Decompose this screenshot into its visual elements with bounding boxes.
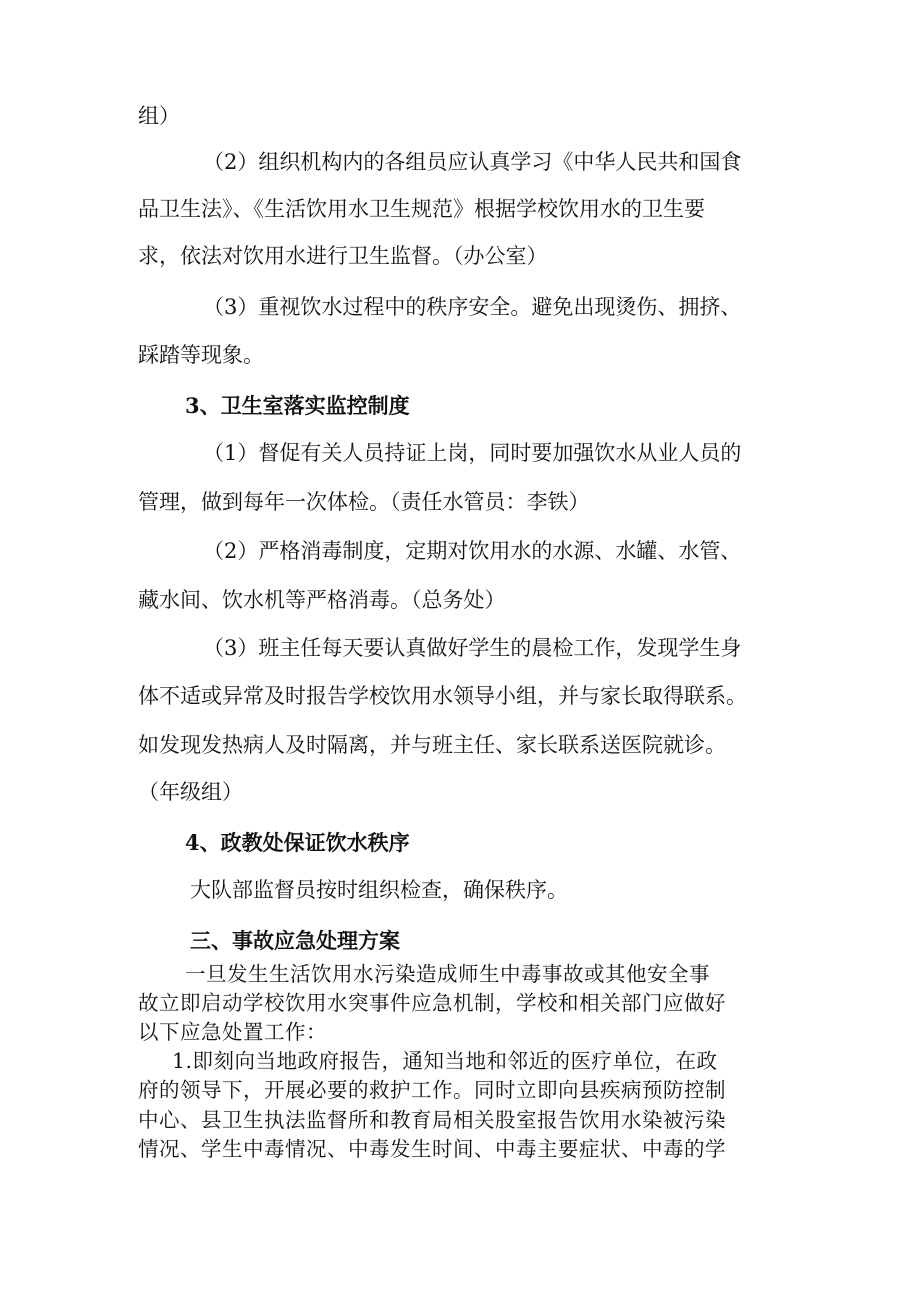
text-line: （3）班主任每天要认真做好学生的晨检工作，发现学生身 bbox=[203, 636, 742, 660]
text-line: 以下应急处置工作： bbox=[138, 1020, 327, 1044]
text-line: 一旦发生生活饮用水污染造成师生中毒事故或其他安全事 bbox=[185, 962, 710, 986]
text-line: 体不适或异常及时报告学校饮用水领导小组，并与家长取得联系。 bbox=[138, 684, 747, 708]
text-line: 中心、县卫生执法监督所和教育局相关股室报告饮用水染被污染 bbox=[138, 1108, 726, 1132]
text-line: 1.即刻向当地政府报告，通知当地和邻近的医疗单位，在政 bbox=[172, 1049, 718, 1073]
text-line: 品卫生法》、《生活饮用水卫生规范》根据学校饮用水的卫生要 bbox=[138, 197, 705, 221]
text-line: 如发现发热病人及时隔离，并与班主任、家长联系送医院就诊。 bbox=[138, 733, 726, 757]
text-line: 求，依法对饮用水进行卫生监督。（办公室） bbox=[138, 244, 548, 268]
text-line: 藏水间、饮水机等严格消毒。（总务处） bbox=[138, 588, 506, 612]
text-line: 管理，做到每年一次体检。（责任水管员：李铁） bbox=[138, 490, 590, 514]
part-heading: 三、事故应急处理方案 bbox=[190, 928, 400, 953]
text-line: 情况、学生中毒情况、中毒发生时间、中毒主要症状、中毒的学 bbox=[138, 1137, 726, 1161]
text-line: （年级组） bbox=[138, 780, 243, 804]
text-line: （2）严格消毒制度，定期对饮用水的水源、水罐、水管、 bbox=[203, 539, 742, 563]
text-line: （2）组织机构内的各组员应认真学习《中华人民共和国食 bbox=[203, 150, 742, 174]
text-line: （3）重视饮水过程中的秩序安全。避免出现烫伤、拥挤、 bbox=[203, 295, 742, 319]
text-line: 踩踏等现象。 bbox=[138, 343, 264, 367]
text-line: 组） bbox=[138, 104, 180, 128]
text-line: （1）督促有关人员持证上岗，同时要加强饮水从业人员的 bbox=[203, 441, 742, 465]
text-line: 大队部监督员按时组织检查，确保秩序。 bbox=[190, 878, 568, 902]
text-line: 故立即启动学校饮用水突事件应急机制，学校和相关部门应做好 bbox=[138, 991, 726, 1015]
section-heading: 4、政教处保证饮水秩序 bbox=[185, 830, 410, 855]
text-line: 府的领导下，开展必要的救护工作。同时立即向县疾病预防控制 bbox=[138, 1078, 726, 1102]
section-heading: 3、卫生室落实监控制度 bbox=[185, 393, 410, 418]
